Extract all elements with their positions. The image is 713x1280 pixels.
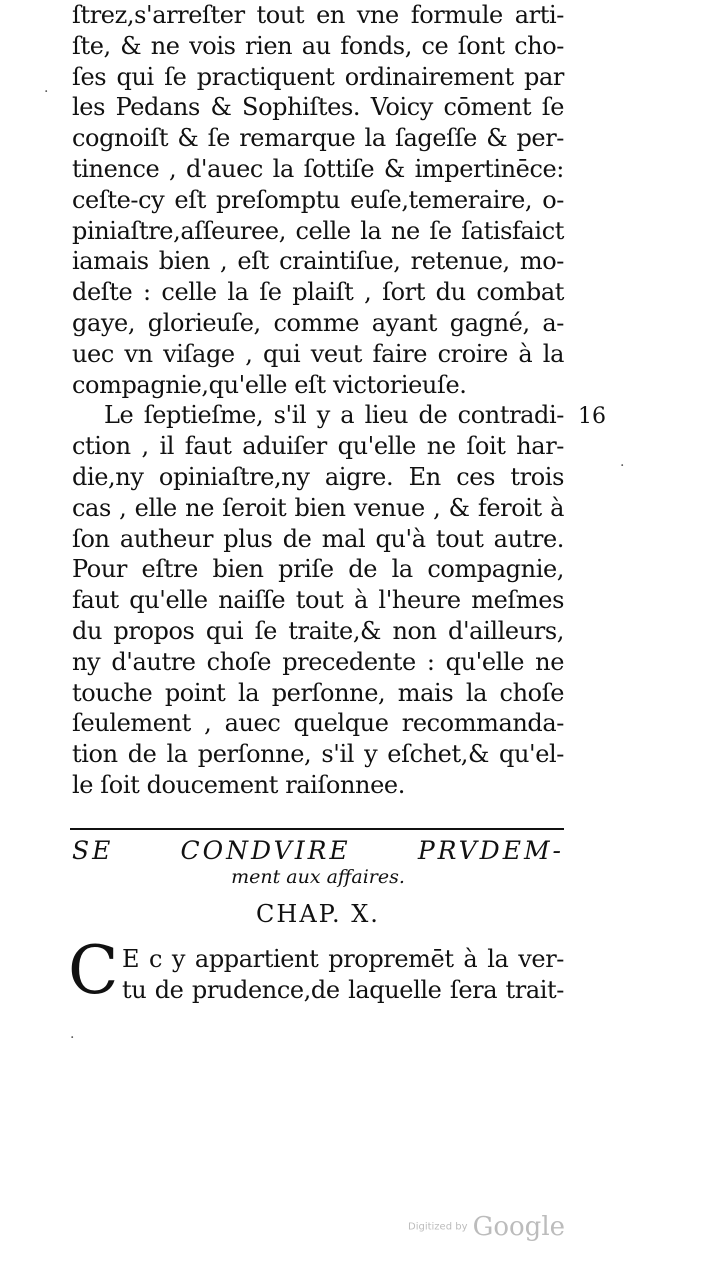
text-line: cas , elle ne ſeroit bien venue , & feroit à bbox=[72, 493, 564, 522]
text-line: tion de la perſonne, s'il y eſchet,& qu'el- bbox=[72, 740, 564, 769]
chapter-body bbox=[122, 944, 564, 1006]
text-line: uec vn viſage , qui veut faire croire à la bbox=[72, 339, 564, 368]
chapter-number: CHAP. X. bbox=[256, 900, 380, 928]
watermark-prefix: Digitized by bbox=[408, 1221, 468, 1233]
digitized-watermark bbox=[408, 1212, 565, 1242]
text-line: touche point la perſonne, mais la choſe bbox=[72, 678, 564, 707]
text-line: tinence , d'auec la ſottiſe & impertinēce: bbox=[72, 154, 564, 183]
text-line: Pour eſtre bien priſe de la compagnie, bbox=[72, 555, 564, 584]
text-line: gaye, glorieuſe, comme ayant gagné, a- bbox=[72, 308, 564, 337]
text-line: du propos qui ſe traite,& non d'ailleurs, bbox=[72, 616, 564, 645]
main-text bbox=[72, 0, 564, 801]
text-line: faut qu'elle naiſſe tout à l'heure meſmes bbox=[72, 586, 564, 615]
text-line: iamais bien , eſt craintiſue, retenue, mo- bbox=[72, 247, 564, 276]
text-line: E c y appartient propremēt à la ver- bbox=[122, 945, 564, 973]
section-divider bbox=[70, 828, 564, 830]
chapter-title: SE CONDVIRE PRVDEM- bbox=[72, 836, 564, 865]
text-line: ceſte-cy eſt preſomptu euſe,temeraire, o- bbox=[72, 185, 564, 214]
text-line: piniaſtre,aſſeuree, celle la ne ſe ſatisfaict bbox=[72, 216, 564, 245]
ink-speck: · bbox=[44, 84, 49, 100]
margin-page-number: 16 bbox=[578, 404, 606, 429]
text-line: ction , il faut aduiſer qu'elle ne ſoit har- bbox=[72, 432, 564, 461]
ink-speck: · bbox=[70, 1030, 75, 1046]
text-line: ſte, & ne vois rien au fonds, ce ſont cho- bbox=[72, 31, 564, 60]
text-line: ſes qui ſe practiquent ordinairement par bbox=[72, 62, 564, 91]
text-line: les Pedans & Sophiſtes. Voicy cōment ſe bbox=[72, 93, 564, 122]
chapter-title-continuation: ment aux affaires. bbox=[231, 866, 405, 888]
text-line: ny d'autre choſe precedente : qu'elle ne bbox=[72, 647, 564, 676]
text-line: ſon autheur plus de mal qu'à tout autre. bbox=[72, 524, 564, 553]
text-line: cognoiſt & ſe remarque la ſageſſe & per- bbox=[72, 124, 564, 153]
google-logo: Google bbox=[472, 1212, 566, 1242]
text-line: deſte : celle la ſe plaiſt , ſort du combat bbox=[72, 278, 564, 307]
text-line: die,ny opiniaſtre,ny aigre. En ces trois bbox=[72, 462, 564, 491]
text-line: le ſoit doucement raiſonnee. bbox=[72, 770, 405, 799]
text-line: Le ſeptieſme, s'il y a lieu de contradi- bbox=[104, 401, 564, 430]
text-line: tu de prudence,de laquelle ſera trait- bbox=[122, 975, 564, 1004]
text-line: ſeulement , auec quelque recommanda- bbox=[72, 709, 564, 738]
text-line: ſtrez,s'arreſter tout en vne formule arti- bbox=[72, 1, 564, 29]
ink-speck: · bbox=[620, 458, 625, 474]
drop-cap: C bbox=[68, 932, 119, 1009]
text-line: compagnie,qu'elle eſt victorieuſe. bbox=[72, 370, 467, 399]
